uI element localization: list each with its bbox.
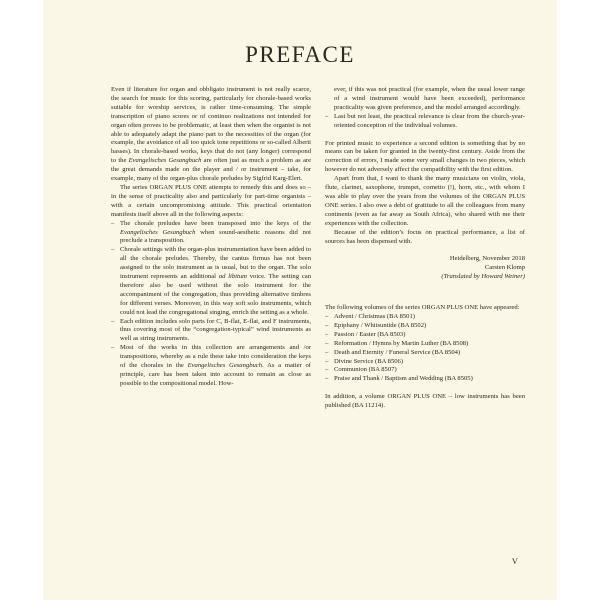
series-paragraph: The series ORGAN PLUS ONE attempts to remedy this and does so – in the sense of practicality also and particularly for part-time organists – with a certain uncompromising attitude. This practical orientation manifests itself above all in the following aspects: (111, 183, 311, 218)
signature-block (325, 255, 525, 282)
aspects-list-continued (325, 113, 525, 131)
list-item-text: when sound-aesthetic reasons did not preclude a transposition. (120, 228, 311, 245)
list-item: – Reformation / Hymns by Martin Luther (BA 8508) (325, 340, 525, 349)
place-date: Heidelberg, November 2018 (449, 255, 525, 263)
addition-paragraph: In addition, a volume ORGAN PLUS ONE – low instruments has been published (BA 11214). (325, 393, 525, 410)
list-item-text: Chorale settings with the organ-plus instrumentation have been added to all the chorale preludes. Thereby, the cantus firmus has not been assigned to the solo instrument as is usual, but to the organ. The solo instrument represents an additional (120, 246, 311, 281)
list-item: – Praise and Thank / Baptism and Wedding (BA 8505) (325, 375, 525, 384)
list-item-text: Each edition includes solo parts for C, B-flat, E-flat, and F instruments, thus covering most of the “congregation-typical” wind instruments as well as string instruments. (120, 317, 311, 343)
page (43, 0, 557, 600)
translator-credit (325, 273, 525, 282)
list-item-italic: Evangelisches Gesangbuch (187, 362, 263, 370)
list-item-italic: ad libitum (218, 273, 247, 281)
intro-paragraph (111, 86, 311, 184)
list-item: – Communion (BA 8507) (325, 366, 525, 375)
list-item: – Death and Eternity / Funeral Service (BA 8504) (325, 349, 525, 358)
bullet-continuation: ever, if this was not practical (for example, when the usual lower range of a wind instrument would have been exceeded), performance practicality was given preference, and the model arranged accordingly. (334, 86, 525, 111)
right-column (325, 86, 525, 411)
list-item-text: Most of the works in this collection are arrangements and /or transpositions, whereby as a rule these take into consideration the keys of the chorales in the (120, 344, 311, 370)
page-title: PREFACE (245, 42, 355, 67)
list-item: – Advent / Christmas (BA 8501) (325, 313, 525, 322)
list-item-italic: Evangelisches Gesangbuch (120, 228, 196, 236)
intro-text-1: Even if literature for organ and obbligato instrument is not really scarce, the search for music for this scoring, particularly for chorale-based works suitable for worship services, is rather time-consuming. The simple transcription of piano scores or of continuo realizations not intended for organ often proves to be problematic, at least then when the organist is not able to adequately adapt the piano part to the necessities of the organ (for example, the avoidance of all too quick tone repetitions or so-called Alberti basses). In chorale-based works, keys that do not (any longer) correspond to the (111, 86, 311, 165)
list-item (111, 220, 311, 247)
second-edition-paragraph: For printed music to experience a second edition is something that by no means can be taken for granted in the twenty-first century. Aside from the correction of errors, I made some very small changes in two pieces, which however do not adversely affect the compatibility with the first edition. (325, 139, 525, 174)
thanks-paragraph: Apart from that, I want to thank the many musicians on violin, viola, flute, clarinet, saxophone, trumpet, cornetto (!), horn, etc., with whom I was able to play over the years from the volumes of the ORGAN PLUS ONE series. I also owe a debt of gratitude to all the colleagues from many continents (even as far away as South Africa), who shared with me their experiences with the collection. (325, 175, 525, 227)
page-number: V (512, 557, 518, 566)
list-item-text: voice. The setting can therefore also be used without the solo instrument for the accompaniment of the congregation, thus providing alternative timbres for different verses. Moreover, in this way soft solo instruments, which could not lead the congregational singing, enrich the setting as a whole. (120, 273, 311, 316)
list-item (111, 318, 311, 345)
intro-text-2: are often just as much a problem as are the great demands made on the player and / or instrument – take, for example, many of the organ-plus chorale preludes by Sigfrid Karg-Elert. (111, 157, 311, 183)
list-item: – Passion / Easter (BA 8503) (325, 331, 525, 340)
translator-text: (Translated by Howard Weiner) (441, 273, 525, 281)
volumes-list (325, 313, 525, 384)
list-item (111, 246, 311, 317)
list-item: – Last but not least, the practical relevance is clear from the church-year-oriented conception of the individual volumes. (325, 113, 525, 131)
list-item-text: The chorale preludes have been transposed into the keys of the (120, 219, 311, 227)
author-name: Carsten Klomp (484, 264, 525, 272)
volumes-intro: The following volumes of the series ORGAN PLUS ONE have appeared: (325, 304, 520, 312)
intro-title-italic: Evangelisches Gesangbuch (128, 157, 202, 165)
sources-paragraph: Because of the edition’s focus on practical performance, a list of sources has been dispensed with. (325, 228, 525, 245)
list-item-text: . As a matter of principle, care has been taken into account to remain as close as possible to the compositional model. How- (120, 362, 311, 387)
aspects-list (111, 220, 311, 389)
list-item (111, 344, 311, 389)
list-item: – Divine Service (BA 8506) (325, 358, 525, 367)
left-column (111, 86, 311, 389)
list-item: – Epiphany / Whitsuntide (BA 8502) (325, 322, 525, 331)
